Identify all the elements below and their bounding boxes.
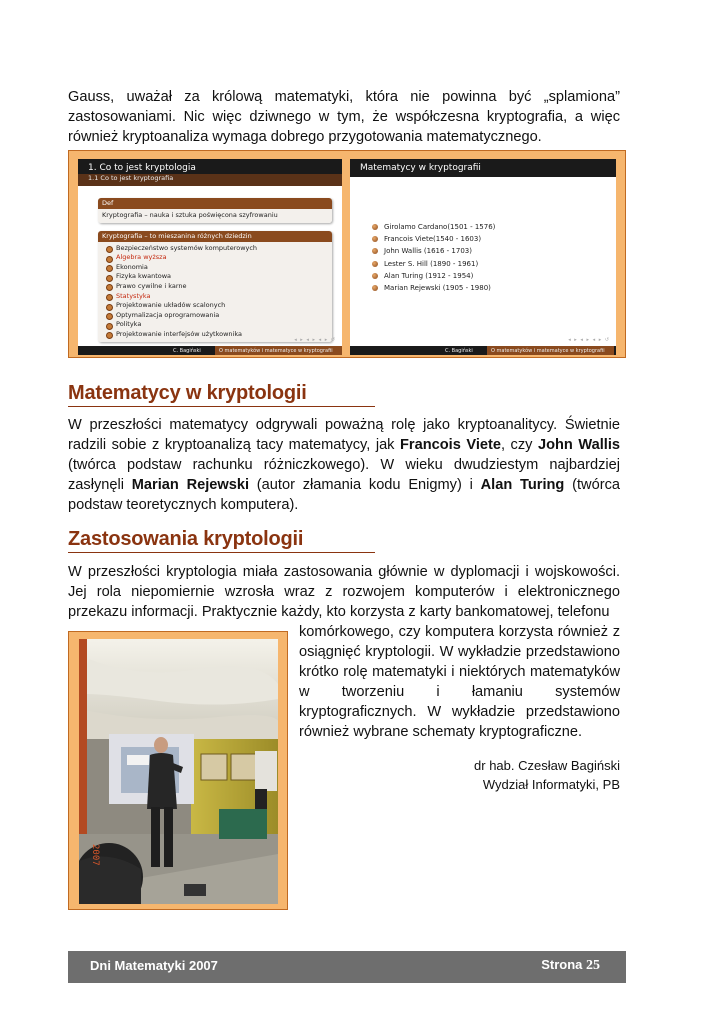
mathematician-item: Marian Rejewski (1905 - 1980) bbox=[372, 282, 495, 294]
fields-list-item: Polityka bbox=[116, 320, 328, 330]
mathematician-item: Lester S. Hill (1890 - 1961) bbox=[372, 258, 495, 270]
fields-list-item: Fizyka kwantowa bbox=[116, 272, 328, 282]
mathematician-item: Francois Viete(1540 - 1603) bbox=[372, 233, 495, 245]
fields-list-item: Optymalizacja oprogramowania bbox=[116, 311, 328, 321]
slides-panel bbox=[68, 150, 626, 358]
fields-list-item: Algebra wyższa bbox=[116, 253, 328, 263]
slide-title: 1. Co to jest kryptologia bbox=[88, 163, 196, 173]
fields-list-item: Bezpieczeństwo systemów komputerowych bbox=[116, 244, 328, 254]
page-footer bbox=[68, 951, 626, 983]
fields-list-item: Prawo cywilne i karne bbox=[116, 282, 328, 292]
footer-event: Dni Matematyki 2007 bbox=[90, 958, 218, 973]
mathematician-item: Alan Turing (1912 - 1954) bbox=[372, 270, 495, 282]
slide-nav-icon: ◂ ▸ ◂ ▸ ◂ ▸ ↺ bbox=[568, 337, 610, 343]
fields-list-item: Projektowanie układów scalonych bbox=[116, 301, 328, 311]
lecture-photo bbox=[68, 631, 288, 910]
definition-header: Def bbox=[98, 198, 332, 209]
section-heading-zastosowania: Zastosowania kryptologii bbox=[68, 527, 375, 553]
definition-block bbox=[98, 198, 332, 223]
fields-list-item: Statystyka bbox=[116, 292, 328, 302]
fields-block bbox=[98, 231, 332, 342]
slide-matematycy bbox=[350, 159, 616, 355]
photo-date-stamp: 2007 bbox=[90, 844, 100, 866]
footer-page: Strona 25 bbox=[541, 957, 600, 973]
mathematician-item: John Wallis (1616 - 1703) bbox=[372, 245, 495, 257]
slide-kryptografia bbox=[78, 159, 342, 355]
section-paragraph-zastosowania: W przeszłości kryptologia miała zastosowania głównie w dyplomacji i wojskowości. Jej rola niepomiernie wzrosła wraz z rozwojem komputerów i elektronicznego przekazu informacji. Praktycznie każdy, kto korzysta z karty bankomatowej, telefonu bbox=[68, 564, 620, 620]
author-signature bbox=[474, 756, 620, 794]
slide-title: Matematycy w kryptografii bbox=[350, 159, 616, 177]
slide-footer bbox=[78, 346, 342, 355]
slide-footer-title: O matematyków i matematyce w kryptografii bbox=[215, 346, 342, 355]
section-heading-matematycy: Matematycy w kryptologii bbox=[68, 381, 375, 407]
section-paragraph-side: komórkowego, czy komputera korzysta również z osiągnięć kryptologii. W wykładzie przedstawiono krótko rolę matematyki i niektórych matematyków w tworzeniu i łamaniu systemów kryptograficznych. W wykładzie przedstawiono również wybrane schematy kryptograficzne. bbox=[299, 624, 620, 740]
mathematicians-list bbox=[372, 221, 495, 294]
lecture-photo-image bbox=[79, 639, 278, 904]
section-paragraph-matematycy: W przeszłości matematycy odgrywali poważną rolę jako kryptoanalitycy. Świetnie radzili sobie z kryptoanalizą tacy matematycy, jak Francois Viete, czy John Wallis (twórca podstaw rachunku różniczkowego). W wieku dwudziestym najbardziej zasłynęli Marian Rejewski (autor złamania kodu Enigmy) i Alan Turing (twórca podstaw teoretycznych komputera). bbox=[68, 417, 620, 513]
mathematician-item: Girolamo Cardano(1501 - 1576) bbox=[372, 221, 495, 233]
slide-header bbox=[78, 159, 342, 186]
fields-list bbox=[102, 244, 328, 340]
author-name: dr hab. Czesław Bagiński bbox=[474, 758, 620, 773]
fields-header: Kryptografia – to mieszanina różnych dziedzin bbox=[98, 231, 332, 242]
fields-list-item: Projektowanie interfejsów użytkownika bbox=[116, 330, 328, 340]
slide-footer-author: C. Bagiński bbox=[445, 347, 473, 354]
slide-footer bbox=[350, 346, 616, 355]
intro-paragraph: Gauss, uważał za królową matematyki, która nie powinna być „splamiona” zastosowaniami. Nic więc dziwnego w tym, że współczesna kryptografia, a więc również kryptoanaliza wymaga dobrego przygotowania matematycznego. bbox=[68, 89, 620, 145]
slide-footer-author: C. Bagiński bbox=[173, 347, 201, 354]
slide-subtitle: 1.1 Co to jest kryptografia bbox=[78, 174, 342, 186]
slide-footer-title: O matematyków i matematyce w kryptografii bbox=[487, 346, 614, 355]
slide-nav-icon: ◂ ▸ ◂ ▸ ◂ ▸ ↺ bbox=[294, 337, 336, 343]
definition-text: Kryptografia – nauka i sztuka poświęcona szyfrowaniu bbox=[98, 209, 332, 223]
author-affiliation: Wydział Informatyki, PB bbox=[482, 777, 620, 792]
fields-list-item: Ekonomia bbox=[116, 263, 328, 273]
